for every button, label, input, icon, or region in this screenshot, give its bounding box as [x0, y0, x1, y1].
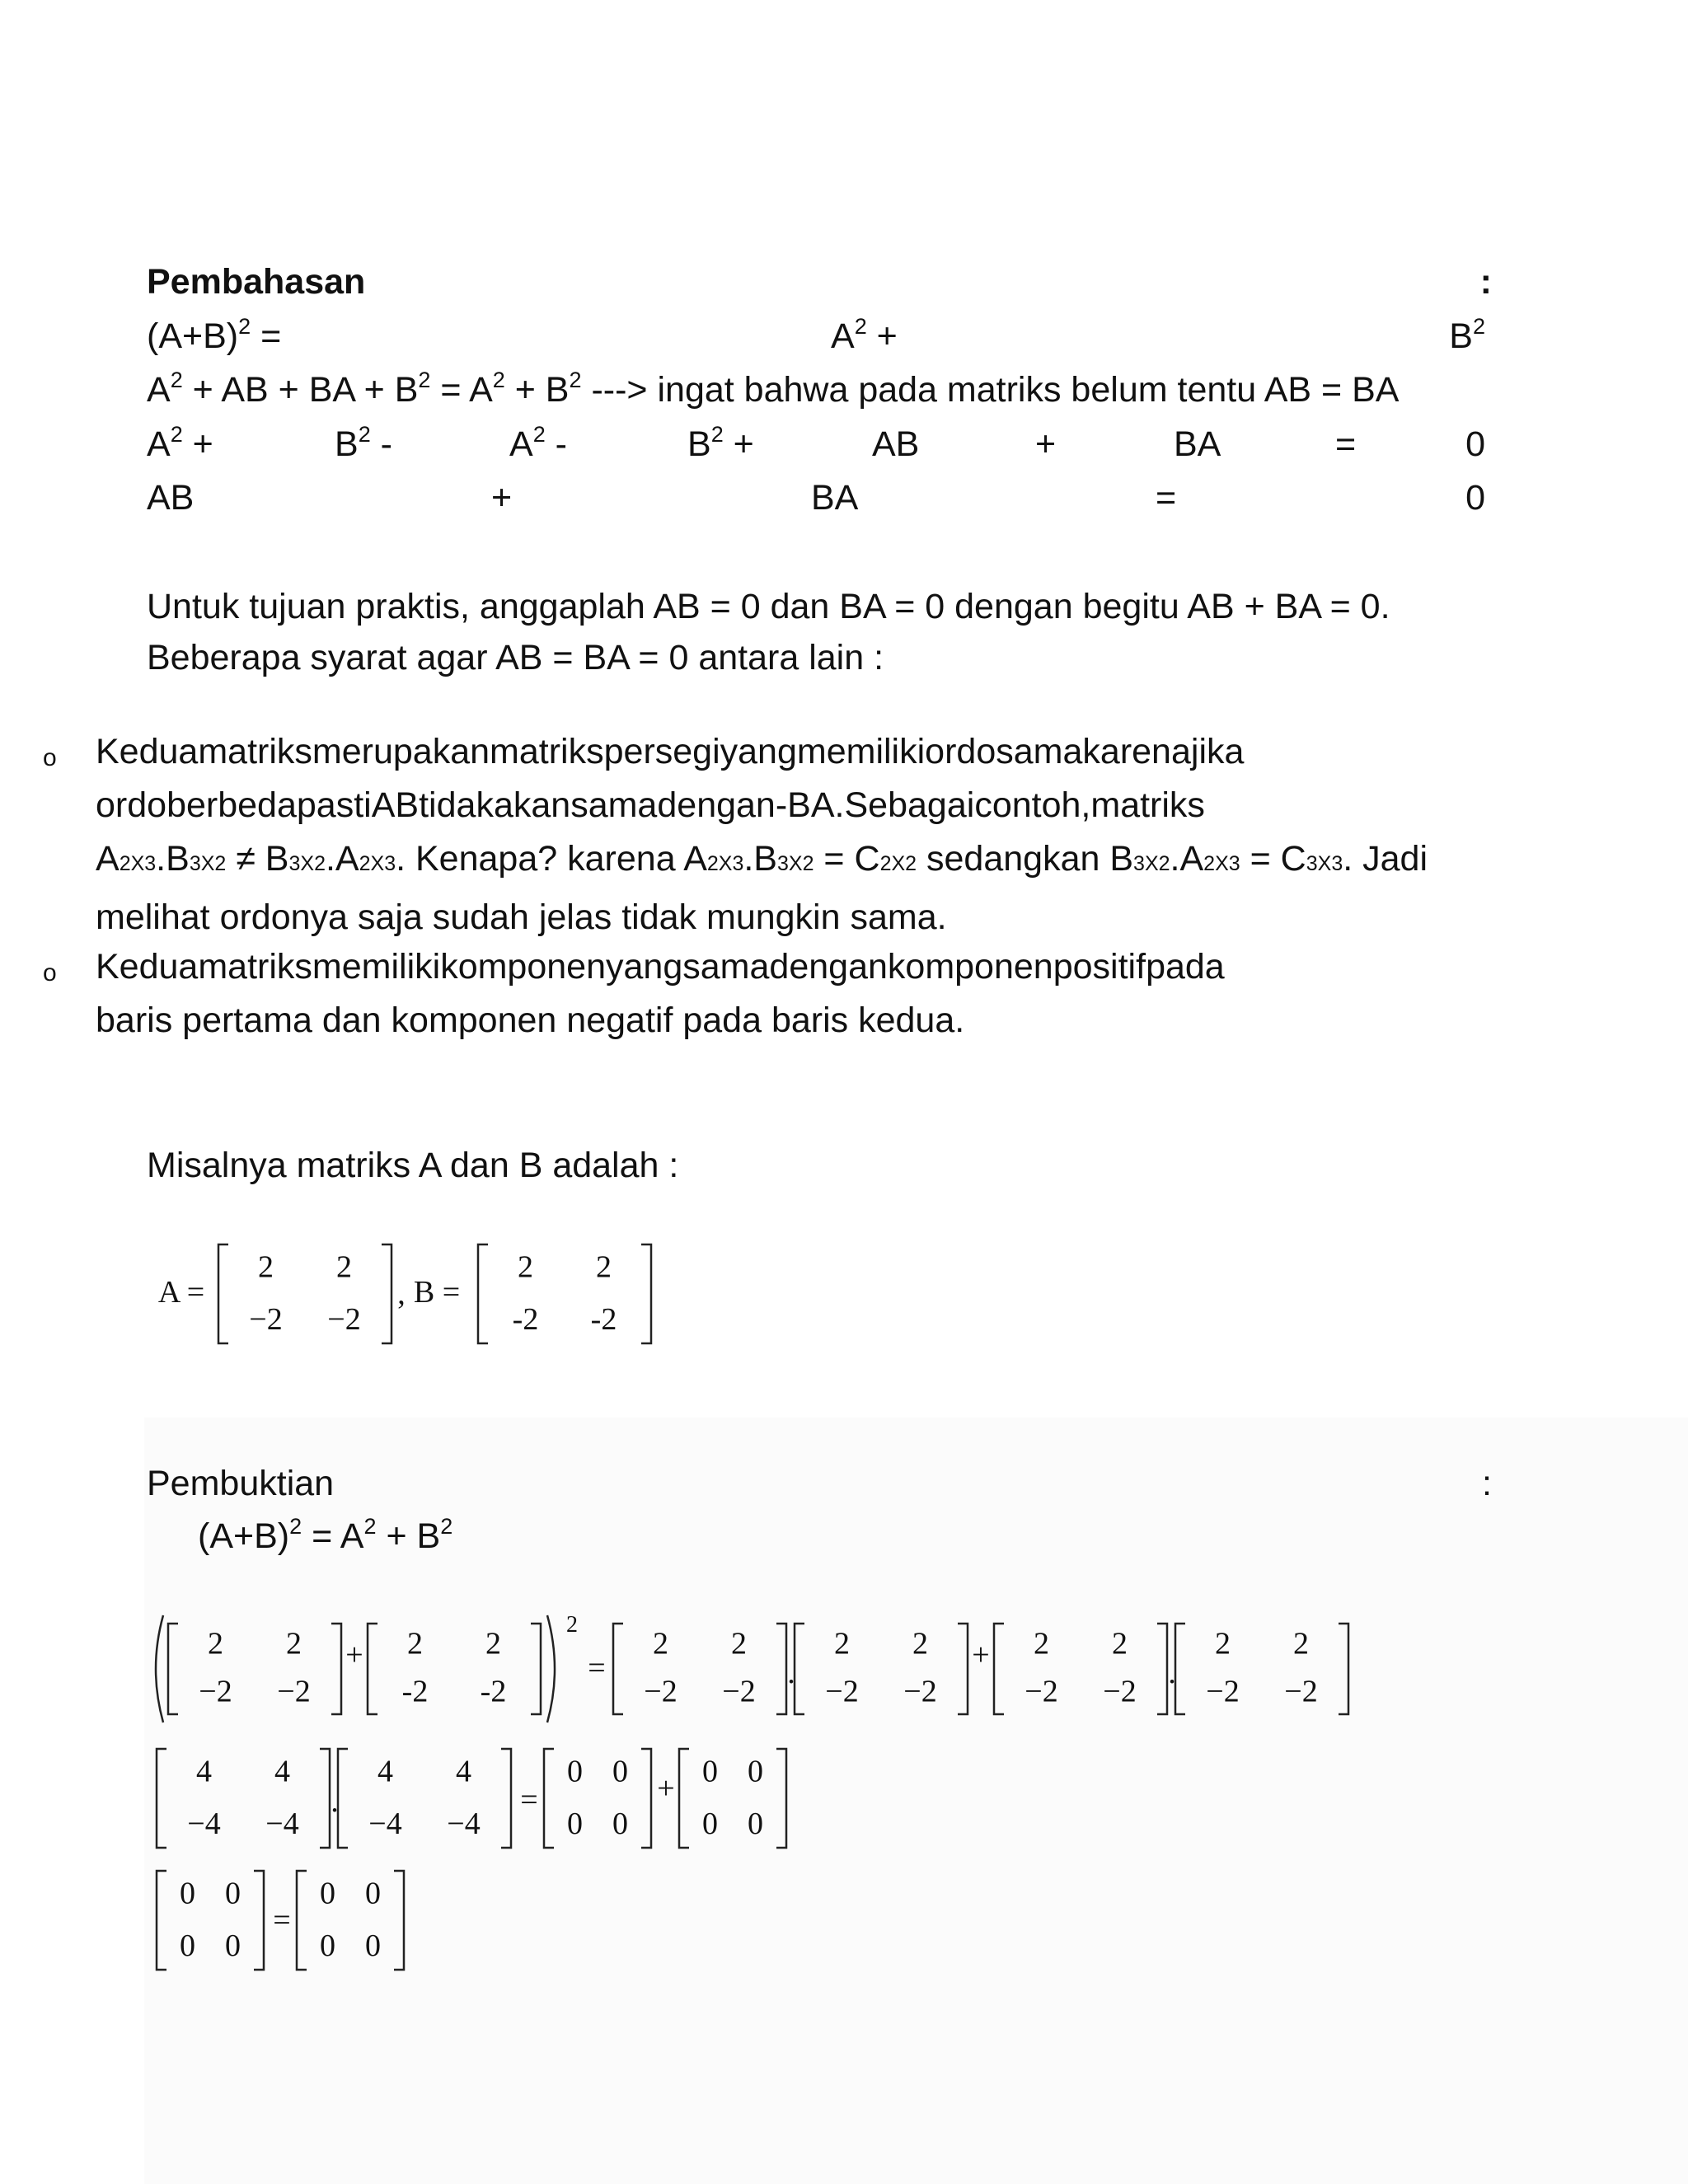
- matrix-entry: −2: [644, 1674, 678, 1709]
- matrix-entry: −2: [1103, 1674, 1137, 1709]
- exponent: 2: [566, 1612, 578, 1638]
- matrix-entry: 0: [612, 1754, 628, 1789]
- matrix-entry: 0: [567, 1754, 583, 1789]
- matrix-entry: −2: [249, 1302, 283, 1338]
- bullet-icon: o: [43, 744, 57, 771]
- matrix-label-a: A =: [157, 1275, 205, 1310]
- word: positif: [1053, 947, 1146, 987]
- matrix-entry: −2: [1284, 1674, 1318, 1709]
- paren-right: [547, 1615, 555, 1722]
- matrix-entry: 2: [1215, 1626, 1231, 1661]
- matrix-entry: −4: [447, 1807, 481, 1842]
- eq4-term: BA: [811, 478, 859, 518]
- matrix-entry: 2: [834, 1626, 850, 1661]
- paren-left: [156, 1615, 163, 1722]
- word: contoh,: [974, 785, 1091, 825]
- bracket-left: [544, 1749, 554, 1848]
- bracket-left: [679, 1749, 689, 1848]
- order-expr: B3X2.A2X3.: [265, 839, 406, 879]
- matrix-entry: 0: [365, 1876, 381, 1911]
- word: AB: [371, 785, 420, 825]
- word: matriks: [198, 947, 312, 987]
- matrix-entry: 0: [612, 1807, 628, 1842]
- proof-row-2: [148, 1739, 775, 1875]
- matrix-entry: −2: [903, 1674, 937, 1709]
- matrix-entry: 0: [320, 1876, 335, 1911]
- proof-heading-text: Pembuktian: [147, 1464, 335, 1503]
- matrix-entry: −2: [277, 1674, 311, 1709]
- matrix-entry: 0: [320, 1929, 335, 1964]
- matrix-entry: -2: [512, 1302, 539, 1338]
- paragraph-line-2: Beberapa syarat agar AB = BA = 0 antara lain :: [147, 638, 884, 677]
- matrix-entry: 0: [702, 1754, 718, 1789]
- bracket-right: [776, 1624, 786, 1714]
- word: sama: [996, 732, 1083, 771]
- matrix-entry: -2: [401, 1674, 429, 1709]
- bracket-right: [382, 1244, 392, 1343]
- plus-sign: +: [657, 1771, 675, 1806]
- word: merupakan: [312, 732, 490, 771]
- eq1-left: $(A+B)^2$ =: [147, 314, 282, 356]
- eq1-right: $B^2$: [1449, 314, 1485, 356]
- matrix-definition-figure: [148, 1236, 617, 1352]
- bracket-left: [368, 1624, 377, 1714]
- order-expr: A2X3.B3X2 ≠: [96, 839, 256, 879]
- plus-sign: +: [972, 1638, 990, 1672]
- word: ordo: [96, 785, 167, 825]
- matrix-entry: −2: [722, 1674, 756, 1709]
- bracket-right: [641, 1749, 651, 1848]
- matrix-entry: 0: [748, 1754, 763, 1789]
- equals-sign: =: [588, 1651, 606, 1685]
- proof-row-3-figure: [148, 1863, 412, 1978]
- matrix-entry: 2: [1034, 1626, 1049, 1661]
- bullet1-line-4: melihat ordonya saja sudah jelas tidak mungkin sama.: [96, 898, 947, 937]
- word: sama: [682, 947, 770, 987]
- word: Kedua: [96, 732, 199, 771]
- dot-operator: .: [331, 1784, 339, 1819]
- dot-operator: .: [787, 1656, 795, 1690]
- matrix-entry: 2: [1293, 1626, 1309, 1661]
- matrix-entry: 0: [180, 1876, 195, 1911]
- matrix-entry: 4: [456, 1754, 471, 1789]
- matrix-entry: 2: [596, 1249, 612, 1285]
- bracket-left: [613, 1624, 623, 1714]
- word: pada: [1146, 947, 1225, 987]
- bracket-right: [641, 1244, 651, 1343]
- bracket-right: [958, 1624, 968, 1714]
- section-heading: [147, 259, 1492, 305]
- bracket-left: [157, 1749, 166, 1848]
- bullet1-line-1: [96, 725, 1492, 779]
- word: Sebagai: [844, 785, 975, 825]
- matrix-entry: 2: [912, 1626, 928, 1661]
- word: komponen: [440, 947, 606, 987]
- order-expr: A2X3.B3X2 =: [683, 839, 845, 879]
- matrix-entry: −2: [1206, 1674, 1240, 1709]
- matrix-entry: -2: [590, 1302, 617, 1338]
- matrix-entry: −4: [187, 1807, 221, 1842]
- matrix-entry: 2: [336, 1249, 352, 1285]
- eq1-mid: $A^2$ +: [831, 314, 898, 356]
- bullet1-line-2: [96, 779, 1492, 832]
- matrix-entry: 0: [225, 1876, 241, 1911]
- bracket-left: [994, 1624, 1004, 1714]
- eq3-term: +: [1035, 424, 1057, 464]
- proof-row-3: [148, 1863, 412, 1982]
- bracket-left: [297, 1871, 307, 1970]
- matrix-entry: −2: [327, 1302, 361, 1338]
- word: dengan: [769, 947, 888, 987]
- equals-sign: =: [520, 1783, 538, 1817]
- matrix-entry: 2: [731, 1626, 747, 1661]
- eq3-term: $B^2$ +: [687, 422, 754, 464]
- eq3-term: BA: [1174, 424, 1221, 464]
- order-expr: B3X2.A2X3 =: [1109, 839, 1271, 879]
- bullet-icon: o: [43, 959, 57, 987]
- matrix-entry: 2: [1112, 1626, 1128, 1661]
- bullet2-line-2: baris pertama dan komponen negatif pada baris kedua.: [96, 1001, 965, 1040]
- eq4-term: =: [1156, 478, 1177, 518]
- word: memiliki: [796, 732, 926, 771]
- matrix-entry: 4: [274, 1754, 290, 1789]
- word: karena: [1082, 732, 1191, 771]
- eq4-term: AB: [147, 478, 195, 518]
- word: yang: [606, 947, 683, 987]
- eq3-term: $A^2$ -: [509, 422, 567, 464]
- proof-row-1-figure: [148, 1607, 1318, 1739]
- matrix-entry: 2: [485, 1626, 501, 1661]
- example-intro: Misalnya matriks A dan B adalah :: [147, 1146, 679, 1185]
- bullet2-line-1: [96, 940, 1492, 994]
- matrix-entry: 0: [702, 1807, 718, 1842]
- matrix-entry: −2: [199, 1674, 232, 1709]
- word: Kenapa?: [415, 839, 558, 879]
- word: tidak: [419, 785, 494, 825]
- eq3-term: =: [1335, 424, 1357, 464]
- matrix-entry: 2: [653, 1626, 668, 1661]
- eq4-term: +: [491, 478, 513, 518]
- bracket-right: [531, 1624, 541, 1714]
- word: jika: [1190, 732, 1245, 771]
- equals-sign: =: [273, 1903, 291, 1938]
- bracket-left: [338, 1749, 348, 1848]
- matrix-entry: 2: [518, 1249, 533, 1285]
- bracket-right: [320, 1749, 330, 1848]
- matrix-entry: 2: [407, 1626, 423, 1661]
- word: matriks: [1090, 785, 1205, 825]
- paragraph-line-1: Untuk tujuan praktis, anggaplah AB = 0 dan BA = 0 dengan begitu AB + BA = 0.: [147, 587, 1390, 626]
- word: persegi: [603, 732, 720, 771]
- matrix-entry: −4: [265, 1807, 299, 1842]
- matrix-entry: 4: [196, 1754, 212, 1789]
- word: pasti: [296, 785, 372, 825]
- word: dengan: [657, 785, 776, 825]
- bracket-right: [394, 1871, 404, 1970]
- matrix-entry: 2: [258, 1249, 274, 1285]
- bullet1-line-3: [96, 832, 1492, 891]
- eq3-term: $A^2$ +: [147, 422, 213, 464]
- proof-row-1: [148, 1607, 1318, 1743]
- proof-heading: [147, 1460, 1492, 1507]
- word: matriks: [490, 732, 604, 771]
- matrix-entry: -2: [480, 1674, 507, 1709]
- matrix-entry: 2: [208, 1626, 223, 1661]
- eq4-term: 0: [1465, 478, 1485, 518]
- word: sama: [570, 785, 658, 825]
- plus-sign: +: [345, 1638, 363, 1672]
- matrix-entry: −2: [825, 1674, 859, 1709]
- matrix-definition: [148, 1236, 617, 1356]
- matrix-entry: −2: [1025, 1674, 1058, 1709]
- equation-2: $A^2$ + AB + BA + $B^2 = A^2 + B^2$ ---> ingat bahwa pada matriks belum tentu AB = BA: [147, 368, 1400, 410]
- order-expr: C3X3.: [1280, 839, 1353, 879]
- word: sedangkan: [926, 839, 1100, 879]
- bracket-right: [254, 1871, 264, 1970]
- word: ordo: [925, 732, 996, 771]
- matrix-entry: 4: [377, 1754, 393, 1789]
- word: yang: [720, 732, 797, 771]
- order-expr: C2X2: [854, 839, 917, 879]
- word: karena: [567, 839, 676, 879]
- bracket-right: [501, 1749, 511, 1848]
- heading-text: Pembahasan: [147, 262, 366, 302]
- matrix-entry: −4: [368, 1807, 402, 1842]
- bracket-right: [331, 1624, 341, 1714]
- matrix-entry: 0: [748, 1807, 763, 1842]
- matrix-entry: 2: [286, 1626, 302, 1661]
- proof-heading-colon: :: [1482, 1464, 1492, 1503]
- word: memiliki: [312, 947, 441, 987]
- bracket-left: [218, 1244, 228, 1343]
- eq3-term: 0: [1465, 424, 1485, 464]
- heading-colon: :: [1479, 262, 1492, 302]
- eq3-term: $B^2$ -: [335, 422, 392, 464]
- bracket-left: [795, 1624, 804, 1714]
- word: berbeda: [166, 785, 297, 825]
- dot-operator: .: [1168, 1656, 1176, 1690]
- word: akan: [493, 785, 571, 825]
- matrix-entry: 0: [365, 1929, 381, 1964]
- bullet-item-2: [96, 940, 1492, 1047]
- word: -BA.: [775, 785, 845, 825]
- matrix-entry: 0: [567, 1807, 583, 1842]
- matrix-entry: 0: [180, 1929, 195, 1964]
- word: matriks: [198, 732, 312, 771]
- word: Jadi: [1362, 839, 1428, 879]
- matrix-entry: 0: [225, 1929, 241, 1964]
- bracket-left: [168, 1624, 178, 1714]
- eq3-term: AB: [872, 424, 920, 464]
- bracket-left: [1175, 1624, 1185, 1714]
- bracket-right: [1157, 1624, 1167, 1714]
- bullet-item-1: [96, 725, 1492, 944]
- proof-equation: $(A+B)^2 = A^2 + B^2$: [198, 1514, 453, 1556]
- bracket-left: [478, 1244, 488, 1343]
- proof-row-2-figure: [148, 1739, 775, 1871]
- word: komponen: [887, 947, 1053, 987]
- separator: ,: [397, 1277, 406, 1311]
- matrix-label-b: B =: [413, 1275, 461, 1310]
- word: Kedua: [96, 947, 199, 987]
- bracket-left: [157, 1871, 166, 1970]
